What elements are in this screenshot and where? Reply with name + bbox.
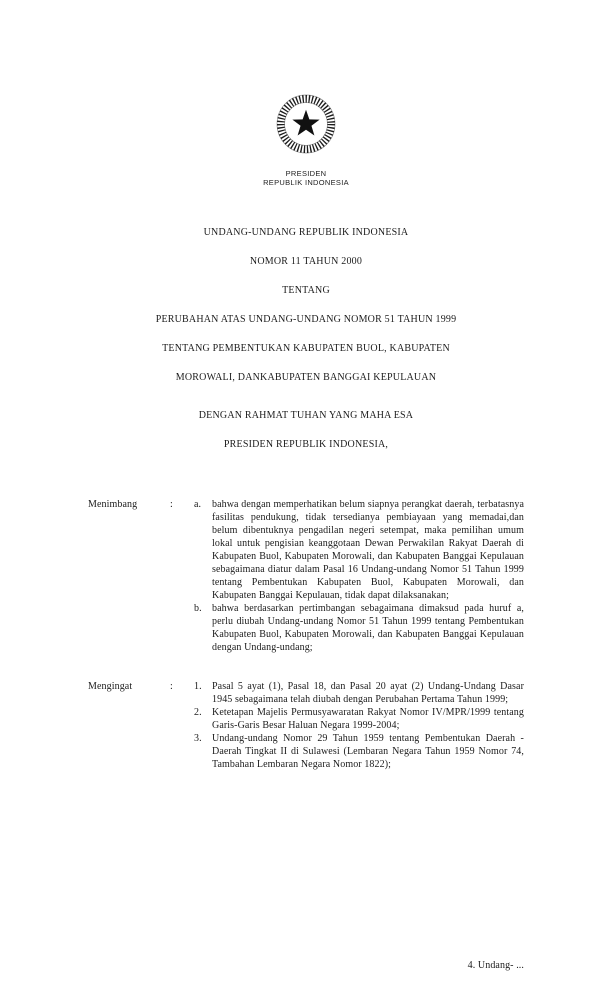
letterhead	[0, 0, 612, 187]
law-title-block	[0, 227, 612, 383]
section-colon: :	[170, 499, 173, 510]
item-marker: 2.	[194, 707, 202, 718]
invocation-line: DENGAN RAHMAT TUHAN YANG MAHA ESA	[198, 410, 414, 421]
title-line-6: MOROWALI, DANKABUPATEN BANGGAI KEPULAUAN	[175, 372, 437, 383]
list-item	[194, 680, 524, 706]
item-marker: 1.	[194, 681, 202, 692]
list-item	[194, 602, 524, 654]
institution-line-republik: REPUBLIK INDONESIA	[263, 178, 349, 187]
item-text: bahwa dengan memperhatikan belum siapnya perangkat daerah, terbatasnya fasilitas pendukung, tidak tersedianya pembiayaan yang memadai,dan belum dibentuknya pengadilan negeri setempat, maka pemilihan umum lokal untuk pengisian keanggotaan Dewan Perwakilan Rakyat Daerah di Kabupaten Buol, Kabupaten Morowali, dan Kabupaten Banggai Kepulauan sebagaimana diatur dalam Pasal 16 Undang-undang Nomor 51 Tahun 1999 tentang Pembentukan Kabupaten Buol, Kabupaten Morowali, dan Kabupaten Banggai Kepulauan, tidak dapat dilaksanakan;	[212, 499, 524, 601]
list-item	[194, 706, 524, 732]
section-label: Mengingat	[88, 681, 133, 692]
item-text: Pasal 5 ayat (1), Pasal 18, dan Pasal 20 ayat (2) Undang-Undang Dasar 1945 sebagaimana telah diubah dengan Perubahan Pertama Tahun 1999;	[212, 681, 524, 705]
state-emblem-icon	[264, 82, 348, 166]
title-line-1: UNDANG-UNDANG REPUBLIK INDONESIA	[203, 227, 409, 238]
item-marker: 3.	[194, 733, 202, 744]
invocation-block	[0, 410, 612, 450]
section-label: Menimbang	[88, 499, 138, 510]
title-line-3: TENTANG	[282, 285, 330, 296]
item-marker: b.	[194, 603, 202, 614]
item-text: Ketetapan Majelis Permusyawaratan Rakyat Nomor IV/MPR/1999 tentang Garis-Garis Besar Haluan Negara 1999-2004;	[212, 707, 524, 731]
section-menimbang	[88, 498, 524, 654]
institution-caption	[0, 169, 612, 187]
title-line-4: PERUBAHAN ATAS UNDANG-UNDANG NOMOR 51 TAHUN 1999	[155, 314, 457, 325]
item-text: Undang-undang Nomor 29 Tahun 1959 tentang Pembentukan Daerah -Daerah Tingkat II di Sulawesi (Lembaran Negara Tahun 1959 Nomor 74, Tambahan Lembaran Negara Nomor 1822);	[212, 733, 524, 770]
page-catchword: 4. Undang- ...	[467, 960, 524, 971]
section-colon: :	[170, 681, 173, 692]
item-marker: a.	[194, 499, 202, 510]
document-body	[88, 498, 524, 771]
section-mengingat	[88, 680, 524, 771]
list-item	[194, 498, 524, 602]
item-text: bahwa berdasarkan pertimbangan sebagaimana dimaksud pada huruf a, perlu diubah Undang-undang Nomor 51 Tahun 1999 tentang Pembentukan Kabupaten Buol, Kabupaten Morowali, dan Kabupaten Banggai Kepulauan dengan Undang-undang;	[212, 603, 524, 653]
authority-line: PRESIDEN REPUBLIK INDONESIA,	[223, 439, 389, 450]
title-line-2: NOMOR 11 TAHUN 2000	[249, 256, 363, 267]
institution-line-presiden: PRESIDEN	[285, 169, 327, 178]
list-item	[194, 732, 524, 771]
title-line-5: TENTANG PEMBENTUKAN KABUPATEN BUOL, KABUPATEN	[162, 343, 450, 354]
